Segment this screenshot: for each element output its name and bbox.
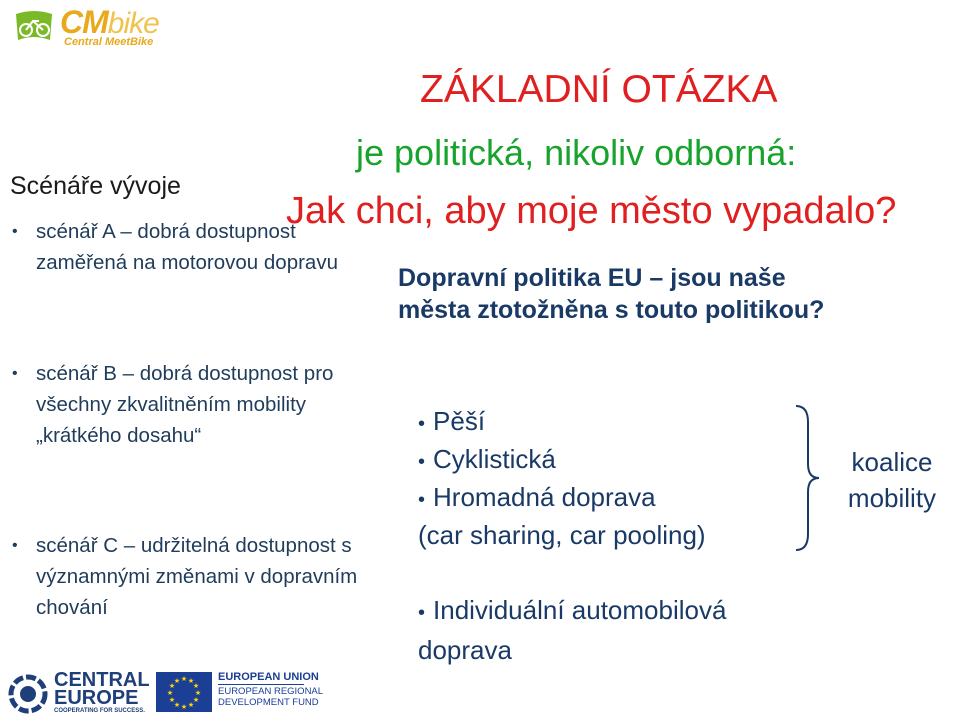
mode-note: (car sharing, car pooling): [418, 520, 706, 550]
bullet: •: [12, 537, 18, 554]
coalition-label: koalice mobility: [847, 447, 937, 513]
bullet: •: [418, 413, 426, 435]
cmbike-logo: [12, 6, 162, 48]
eu-divider: [218, 684, 304, 685]
bullet: •: [418, 451, 426, 473]
scenario-c: [12, 530, 372, 623]
central-europe-ring-icon: [6, 672, 50, 716]
mode-cycling: [418, 441, 556, 480]
mode-public-transport: [418, 479, 656, 518]
mode-label: Pěší: [433, 406, 486, 436]
logo-tagline: Central MeetBike: [64, 36, 154, 48]
eu-line-3: DEVELOPMENT FUND: [218, 697, 319, 708]
svg-text:★: ★: [168, 682, 176, 690]
scenario-c-text: scénář C – udržitelná dostupnost s významnými změnami v dopravním chování: [36, 534, 358, 619]
svg-text:★: ★: [168, 696, 176, 704]
main-title: ZÁKLADNÍ OTÁZKA: [420, 68, 778, 111]
svg-text:★: ★: [187, 701, 195, 709]
eu-line-2: EUROPEAN REGIONAL: [218, 686, 324, 697]
svg-text:★: ★: [180, 703, 188, 711]
mode-walking: [418, 403, 485, 442]
scenarios-heading: Scénáře vývoje: [10, 172, 181, 200]
svg-text:★: ★: [166, 689, 174, 697]
mode-label: Individuální automobilová: [433, 595, 727, 625]
svg-text:★: ★: [173, 677, 181, 685]
eu-fund-text: [218, 672, 323, 708]
central-europe-logo: [6, 668, 150, 718]
ce-line-2: EUROPE: [54, 687, 139, 709]
svg-text:★: ★: [192, 682, 200, 690]
scenario-b: [12, 358, 372, 451]
mode-individual-car-cont: doprava: [418, 635, 512, 665]
eu-line-1: EUROPEAN UNION: [218, 671, 319, 683]
svg-text:★: ★: [194, 689, 202, 697]
mode-label: Cyklistická: [433, 444, 556, 474]
mode-individual-car: [418, 592, 726, 631]
svg-text:★: ★: [173, 701, 181, 709]
mode-label: Hromadná doprava: [433, 482, 656, 512]
svg-text:★: ★: [187, 677, 195, 685]
scenario-a-text: scénář A – dobrá dostupnost zaměřená na motorovou dopravu: [36, 220, 338, 274]
bullet: •: [12, 365, 18, 382]
logo-brand-a: CM: [60, 4, 108, 40]
logo-brand-b: bike: [107, 7, 159, 40]
eu-flag-icon: [156, 672, 212, 712]
main-question: Jak chci, aby moje město vypadalo?: [286, 190, 897, 232]
main-subtitle: je politická, nikoliv odborná:: [356, 132, 797, 173]
eu-policy-text: Dopravní politika EU – jsou naše města ztotožněna s touto politikou?: [398, 264, 825, 324]
bike-logo-icon: [12, 8, 58, 44]
ce-line-3: COOPERATING FOR SUCCESS.: [54, 708, 145, 714]
bullet: •: [12, 223, 18, 240]
svg-text:★: ★: [192, 696, 200, 704]
svg-text:★: ★: [180, 675, 188, 683]
bullet: •: [418, 489, 426, 511]
scenario-b-text: scénář B – dobrá dostupnost pro všechny zkvalitněním mobility „krátkého dosahu“: [36, 362, 334, 447]
right-brace-icon: [792, 404, 822, 552]
ce-line-1: CENTRAL: [54, 669, 150, 691]
bullet: •: [418, 602, 426, 624]
